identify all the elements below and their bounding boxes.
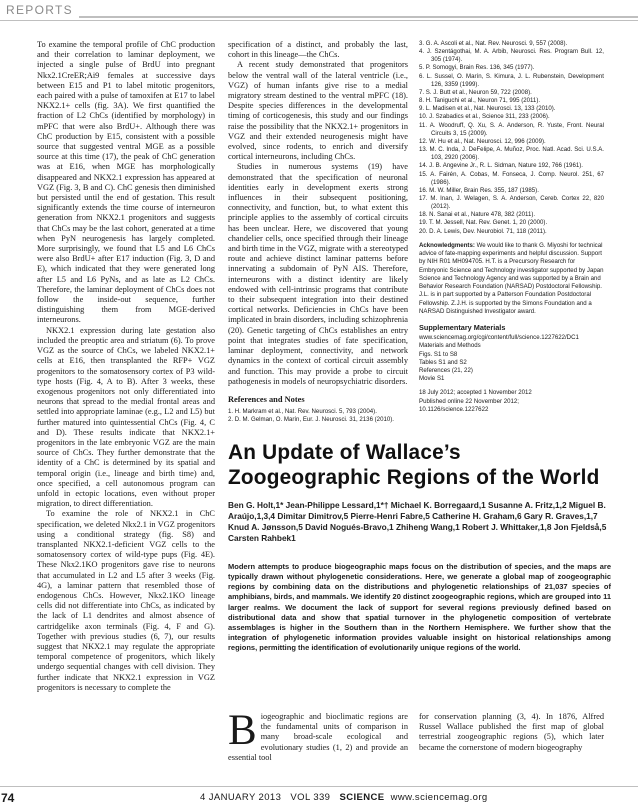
supplementary-heading: Supplementary Materials <box>419 323 506 332</box>
footer-rule <box>0 786 638 787</box>
title-line: An Update of Wallace’s <box>228 441 461 464</box>
paragraph: To examine the temporal profile of ChC production and their correlation to laminar deployment, we injected a single pulse of BrdU into pregnant Nkx2.1CreER;Ai9 females at successive days between E15 and P1 to label mitotic progenitors, each paired with a pulse of tamoxifen at E17 to label NKX2.1+ cells (fig. 3A). We first quantified the fraction of L2 ChCs (identified by morphology) in mPFC that were also BrdU+. Although there was ChC production by E15, consistent with a possible source that suggested ventral MGE as a possible source at this time (17), the peak of ChC generation was at E16, when MGE has morphologically disappeared and NKX2.1 expression has appeared at VGZ (Fig. 3, B and C). ChC genesis then diminished but persisted until the end of gestation. This result significantly extends the time course of interneuron generation from NKX2.1 progenitors and suggests that ChCs may be the last cohort, generated at a time when PyN neurogenesis has largely completed. More surprisingly, we found that L5 and L6 ChCs were also BrdU+ after E17 induction (Fig. 3, D and E), which indicated that they were generated long after L5 and L6 PyNs, and as late as L2 ChCs. Therefore, the laminar deployment of ChCs does not follow the inside-out sequence, further distinguishing them from MGE-derived interneurons. <box>37 40 215 325</box>
column-2 <box>228 40 408 435</box>
doi-line: 10.1126/science.1227622 <box>419 405 489 413</box>
section-label: REPORTS <box>0 2 79 18</box>
volume: VOL 339 <box>290 792 331 803</box>
publication-dates <box>419 389 604 414</box>
references-heading: References and Notes <box>228 394 305 404</box>
header-rule-thin <box>0 20 638 21</box>
column-1 <box>37 40 215 771</box>
reference-item: 11. A. Woodruff, Q. Xu, S. A. Anderson, R. Yuste, Front. Neural Circuits 3, 15 (2009). <box>419 121 604 137</box>
reference-item: 7. S. J. Butt et al., Neuron 59, 722 (2008). <box>419 88 532 96</box>
paragraph: specification of a distinct, and probably the last, cohort in this lineage—the ChCs. <box>228 40 408 60</box>
supplementary-item: References (21, 22) <box>419 367 473 375</box>
supplementary-item: Figs. S1 to S8 <box>419 350 458 358</box>
paragraph: NKX2.1 expression during late gestation also included the preoptic area and striatum (6). To prove VGZ as the source of ChCs, we labeled NKX2.1+ cells at E16, then transplanted the RFP+ VGZ progenitors to the somatosensory cortex of P3 wild-type hosts (Fig. 4, A to B). After 3 weeks, these exogenous progenitors not only differentiated into neurons that spread to the medial frontal areas and settled into appropriate laminae (e.g., L2 and L5) but further matured into quintessential ChCs (Fig. 4, C and D). These results indicate that NKX2.1+ progenitors in the late embryonic VGZ are the main source of ChCs. They further demonstrate that the identity of a ChC is determined by its spatial and temporal origin (i.e., lineage and birth time) and, once specified, a cell autonomous program can unfold in ectopic locations, even without proper migration, to direct differentiation. <box>37 325 215 509</box>
reference-item: 9. L. Madisen et al., Nat. Neurosci. 13, 133 (2010). <box>419 105 556 113</box>
date-line: Published online 22 November 2012; <box>419 397 519 405</box>
reference-item: 10. J. Szabadics et al., Science 311, 233 (2006). <box>419 113 550 121</box>
article-body-continued: for conservation planning (3, 4). In 1876, Alfred Russel Wallace published the first map of global terrestrial zoogeographic regions (5), which later became the cornerstone of modern biogeography <box>419 712 604 752</box>
paragraph: To examine the role of NKX2.1 in ChC specification, we deleted Nkx2.1 in VGZ progenitors using a conditional strategy (fig. S8) and transplanted NKX2.1-deficient VGZ cells to the somatosensory cortex of wild-type pups (Fig. 4E). These Nkx2.1KO progenitors gave rise to neurons that accumulated in L2 and L5 after 3 weeks (Fig. 4G), a laminar pattern that resembled those of endogenous ChCs. However, Nkx2.1KO lineage cells did not differentiate into ChCs, as indicated by the lack of L1 dendrites and almost absence of cartridgelike axon terminals (Fig. 4, F and G). Together with previous studies (6, 7), our results suggest that NKX2.1 may regulate the appropriate temporal competence of progenitors, which likely undergo sequential changes with cell division. They further indicate that NKX2.1 expression in VGZ progenitors is necessary to complete the <box>37 509 215 692</box>
supplementary-list <box>419 334 604 383</box>
reference-item: 15. A. Fairén, A. Cobas, M. Fonseca, J. Comp. Neurol. 251, 67 (1986). <box>419 170 604 186</box>
body-text: iogeographic and bioclimatic regions are the fundamental units of comparison in many broad-scale ecological and evolutionary studies (1, 2) and provide an essential tool <box>228 712 408 762</box>
reference-item: 17. M. Inan, J. Welagen, S. A. Anderson, Cereb. Cortex 22, 820 (2012). <box>419 194 604 211</box>
drop-cap: B <box>228 707 257 754</box>
acknowledgments <box>419 242 604 316</box>
header-bar <box>0 0 638 26</box>
reference-item: 16. M. W. Miller, Brain Res. 355, 187 (1985). <box>419 186 539 194</box>
paragraph: A recent study demonstrated that progenitors below the ventral wall of the lateral ventricle (i.e., VGZ) of human infants give rise to a medial migratory stream destined to the ventral mPFC (18). Despite species differences in the developmental timing of corticogenesis, this study and our findings raise the possibility that the NKX2.1+ progenitors in VGZ and their extended neurogenesis might have evolved, since rodents, to enrich and diversify cortical interneurons, including ChCs. <box>228 60 408 162</box>
article-body-start <box>228 707 408 763</box>
reference-item: 4. J. Szentágothai, M. A. Arbib, Neurosci. Res. Program Bull. 12, 305 (1974). <box>419 48 604 64</box>
reference-item: 2. D. M. Gelman, O. Marín, Eur. J. Neurosci. 31, 2136 (2010). <box>228 416 394 424</box>
column-3 <box>419 40 604 460</box>
acknowledgments-label: Acknowledgments: <box>419 241 475 249</box>
author-list: Ben G. Holt,1* Jean-Philippe Lessard,1*† Michael K. Borregaard,1 Susanne A. Fritz,1,2 Miguel B. Araújo,1,3,4 Dimitar Dimitrov,5 Pierre-Henri Fabre,5 Catherine H. Graham,6 Gary R. Graves,1,7 Knud A. Jønsson,5 David Nogués-Bravo,1 Zhiheng Wang,1 Robert J. Whittaker,1,8 Jon Fjeldså,5 Carsten Rahbek1 <box>228 500 607 543</box>
download-watermark <box>612 20 634 780</box>
reference-item: 1. H. Markram et al., Nat. Rev. Neurosci. 5, 793 (2004). <box>228 408 377 416</box>
abstract: Modern attempts to produce biogeographic maps focus on the distribution of species, and the maps are typically drawn without phylogenetic considerations. Here, we generate a global map of zoogeographic regions by combining data on the distributions and phylogenetic relationships of 21,037 species of amphibians, birds, and mammals. We identify 20 distinct zoogeographic regions, which are grouped into 11 larger realms. We document the lack of support for several regions previously defined based on distributional data and show that spatial turnover in the phylogenetic composition of vertebrate assemblages is higher in the Southern than in the Northern Hemisphere. We further show that the integration of phylogenetic information provides valuable insight on historical relationships among regions, permitting the identification of evolutionarily unique regions of the world. <box>228 562 611 653</box>
journal-name: SCIENCE <box>339 792 385 803</box>
supplementary-item: Movie S1 <box>419 375 445 383</box>
reference-item: 6. L. Sussel, O. Marín, S. Kimura, J. L. Rubenstein, Development 126, 3359 (1999). <box>419 72 604 88</box>
footer-info <box>200 792 488 803</box>
paragraph: Studies in numerous systems (19) have demonstrated that the specification of neuronal identities early in development exerts strong influences in their subsequent positioning, connectivity, and function, but, to what extent this principle applies to the assembly of cortical circuits has been unclear. Here, we discovered that young chandelier cells, once specified through their lineage and birth time in the VGZ, migrate with a stereotyped route and achieve distinct laminar patterns before innervating a subdomain of PyN AIS. Therefore, interneurons with a distinct identity are likely endowed with cell-intrinsic programs that contribute to their subsequent integration into their destined cortical networks. Deficiencies in ChCs have been implicated in brain disorders, including schizophrenia (20). Genetic targeting of ChCs establishes an entry point that integrates studies of fate specification, laminar deployment, connectivity, and network dynamics in the context of cortical circuit assembly and function. This may provide a probe to circuit pathogenesis in models of neuropsychiatric disorders. <box>228 162 408 386</box>
page-number: 74 <box>1 791 15 805</box>
article-title <box>228 440 608 490</box>
reference-item: 3. G. A. Ascoli et al., Nat. Rev. Neurosci. 9, 557 (2008). <box>419 40 568 47</box>
page-footer <box>0 786 638 808</box>
reference-item: 14. J. B. Angevine Jr., R. L. Sidman, Nature 192, 766 (1961). <box>419 162 583 170</box>
header-rule <box>0 16 638 18</box>
reference-item: 5. P. Somogyi, Brain Res. 136, 345 (1977). <box>419 64 535 72</box>
acknowledgments-text: We would like to thank G. Miyoshi for technical advice of fate-mapping experiments and helpful discussion. Support by NIH R01 MH094705. H.T. is a Precursory Research for Embryonic Science and Technology investigator supported by Japan Science and Technology Agency and was supported by a Brain and Behavior Research Foundation (NARSAD) Postdoctoral Fellowship. J.L. is in part supported by a Patterson Foundation Postdoctoral Fellowship. Z.J.H. is supported by the Simons Foundation and a NARSAD Distinguished Investigator award. <box>419 241 604 315</box>
supplementary-item: Materials and Methods <box>419 342 481 350</box>
reference-item: 8. H. Taniguchi et al., Neuron 71, 995 (2011). <box>419 97 541 105</box>
journal-url[interactable]: www.sciencemag.org <box>390 792 488 803</box>
reference-item: 13. M. C. Inda, J. DeFelipe, A. Muñoz, Proc. Natl. Acad. Sci. U.S.A. 103, 2920 (2006). <box>419 146 604 162</box>
issue-date: 4 JANUARY 2013 <box>200 792 282 803</box>
supplementary-link[interactable]: www.sciencemag.org/cgi/content/full/science.1227622/DC1 <box>419 334 579 342</box>
title-line: Zoogeographic Regions of the World <box>228 466 600 489</box>
reference-item: 19. T. M. Jessell, Nat. Rev. Genet. 1, 20 (2000). <box>419 219 548 227</box>
date-line: 18 July 2012; accepted 1 November 2012 <box>419 389 532 397</box>
reference-item: 12. W. Hu et al., Nat. Neurosci. 12, 996 (2009). <box>419 137 546 145</box>
supplementary-item: Tables S1 and S2 <box>419 358 467 366</box>
reference-item: 20. D. A. Lewis, Dev. Neurobiol. 71, 118 (2011). <box>419 227 547 235</box>
reference-item: 18. N. Sanai et al., Nature 478, 382 (2011). <box>419 211 536 219</box>
